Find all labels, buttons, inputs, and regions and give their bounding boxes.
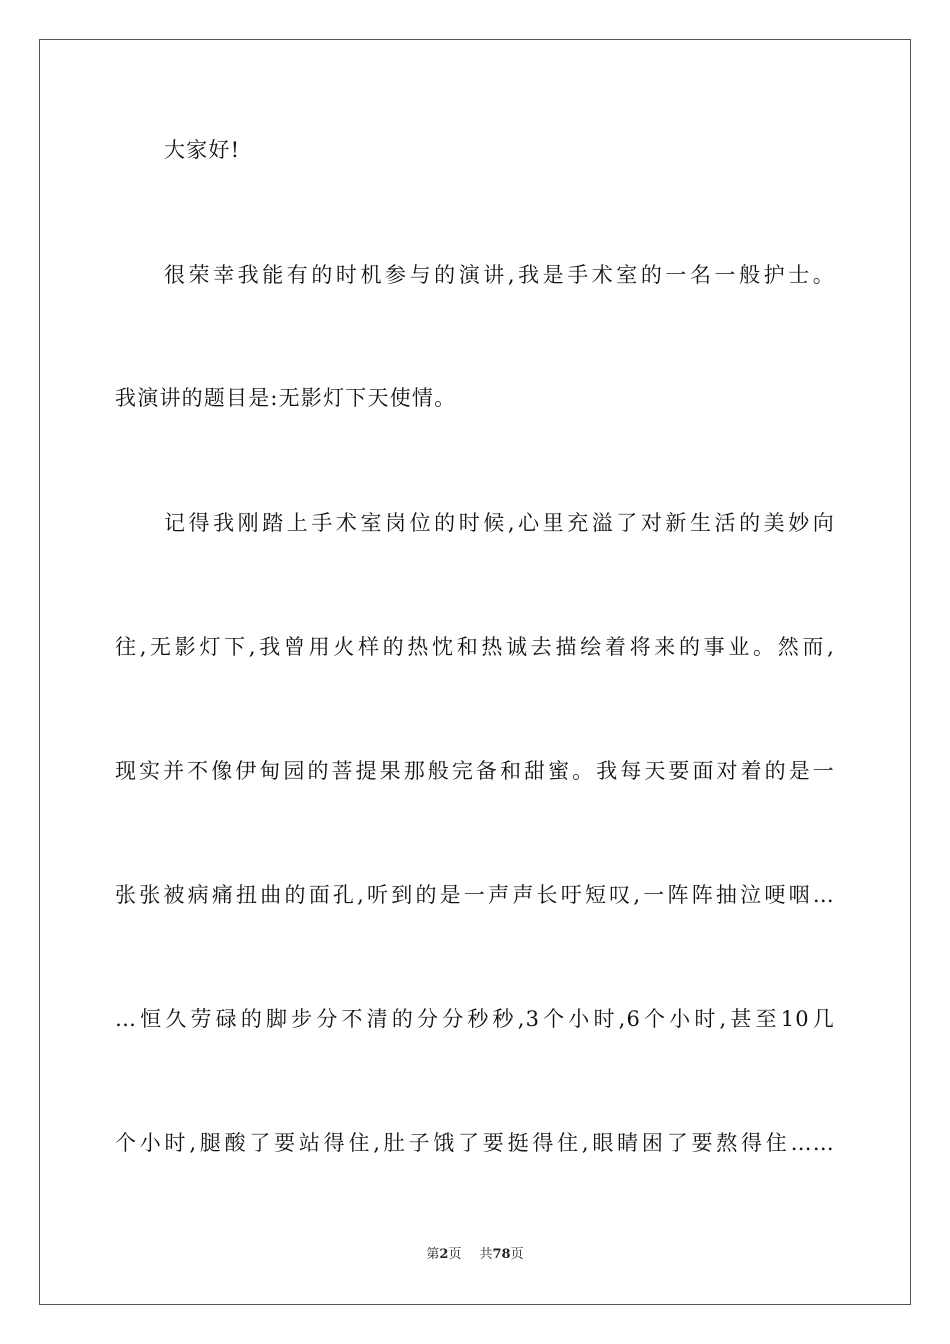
paragraph-line: 记得我刚踏上手术室岗位的时候,心里充溢了对新生活的美妙向 (164, 511, 835, 535)
page-number: 2 (439, 1247, 449, 1262)
page-border (39, 39, 911, 1305)
paragraph-line: 现实并不像伊甸园的菩提果那般完备和甜蜜。我每天要面对着的是一 (115, 759, 835, 783)
paragraph-line: …恒久劳碌的脚步分不清的分分秒秒,3个小时,6个小时,甚至10几 (115, 1007, 835, 1031)
total-pages: 78 (492, 1247, 511, 1262)
total-prefix: 共 (479, 1247, 493, 1262)
greeting-line: 大家好! (164, 138, 241, 162)
paragraph-line: 很荣幸我能有的时机参与的演讲,我是手术室的一名一般护士。 (164, 263, 835, 287)
paragraph-line: 往,无影灯下,我曾用火样的热忱和热诚去描绘着将来的事业。然而, (115, 635, 835, 659)
page-suffix: 页 (448, 1247, 462, 1262)
page-footer (0, 1246, 950, 1264)
total-suffix: 页 (510, 1247, 524, 1262)
paragraph-line: 个小时,腿酸了要站得住,肚子饿了要挺得住,眼睛困了要熬得住…… (115, 1131, 835, 1155)
page-prefix: 第 (426, 1247, 440, 1262)
paragraph-line: 张张被病痛扭曲的面孔,听到的是一声声长吁短叹,一阵阵抽泣哽咽… (115, 883, 835, 907)
paragraph-line: 我演讲的题目是:无影灯下天使情。 (115, 386, 457, 410)
